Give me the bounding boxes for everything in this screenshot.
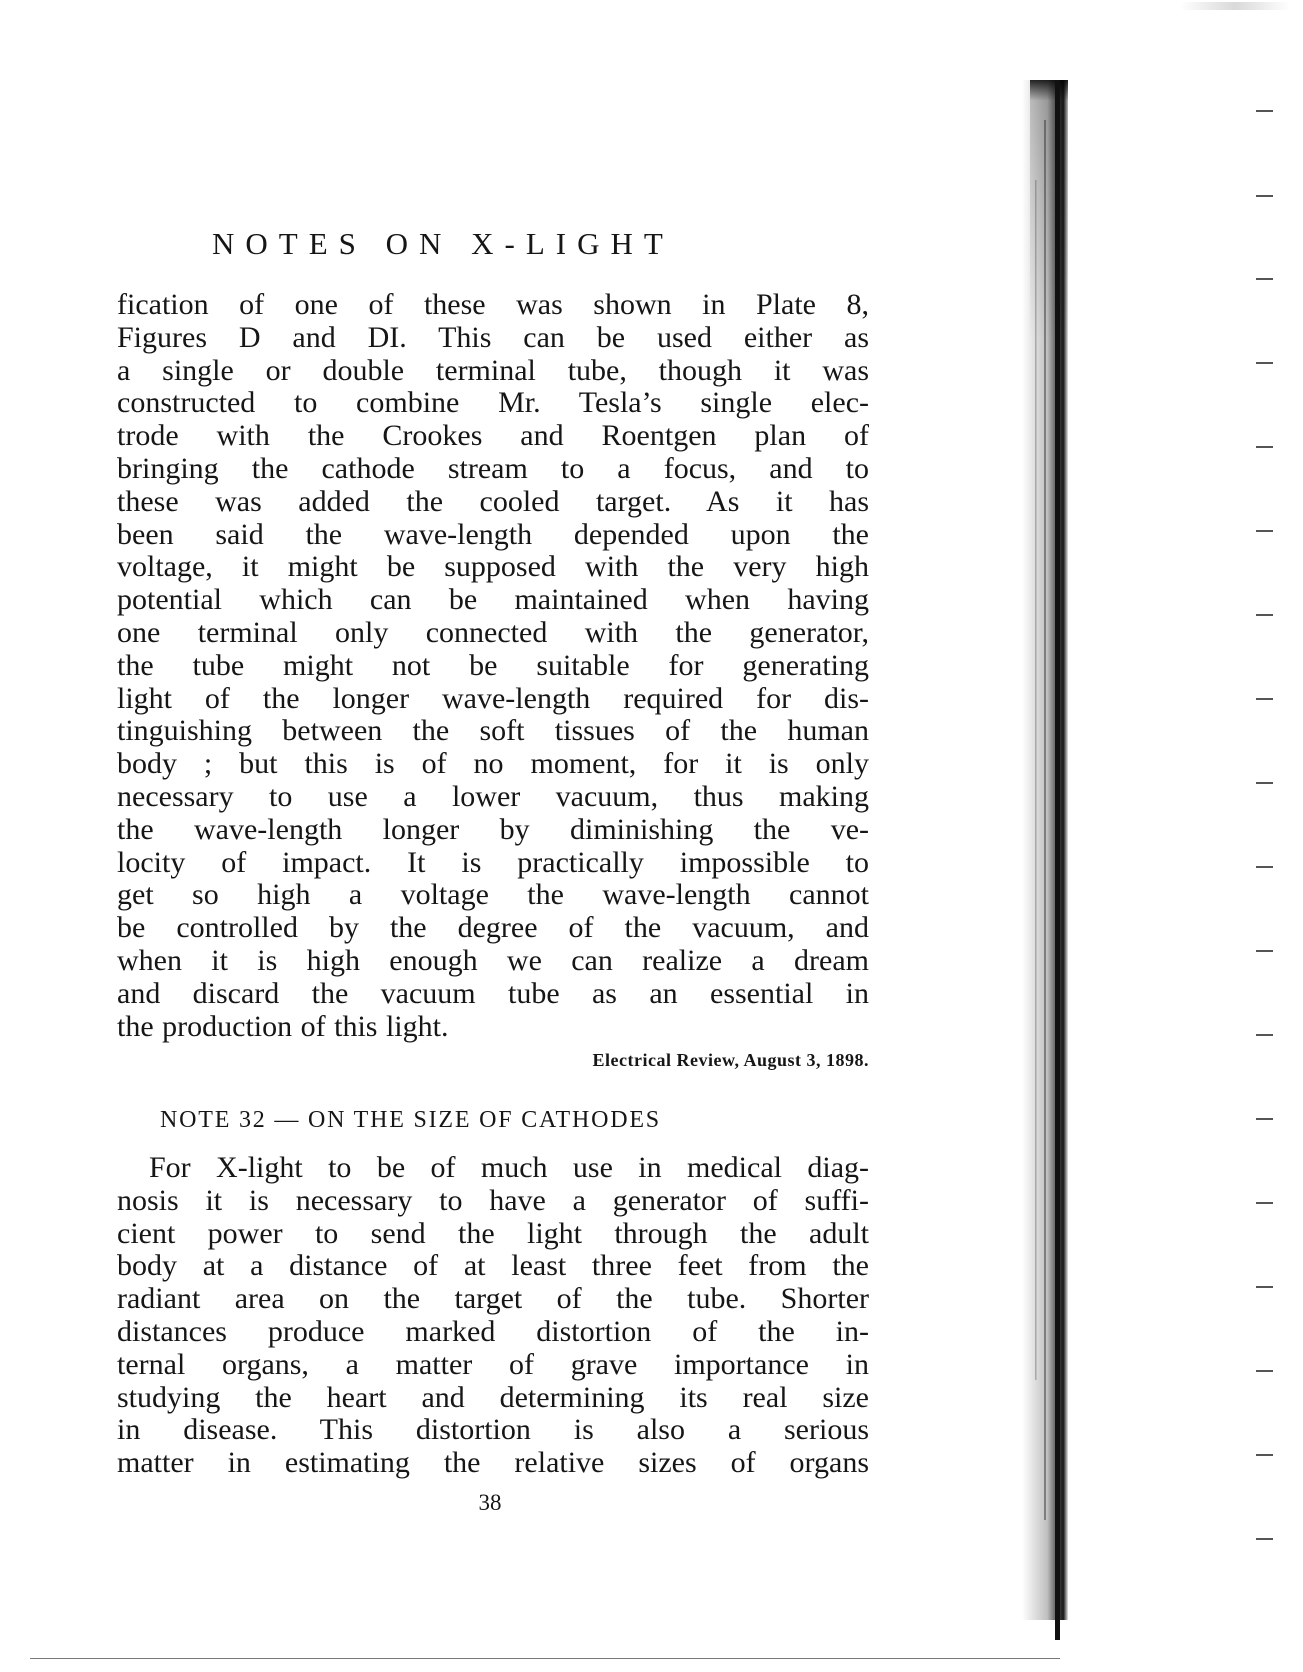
margin-tick	[1256, 1538, 1273, 1540]
note-heading: NOTE 32 — ON THE SIZE OF CATHODES	[160, 1107, 661, 1133]
text-line: trode with the Crookes and Roentgen plan of	[117, 419, 869, 453]
text-line: ternal organs, a matter of grave importance in	[117, 1347, 869, 1381]
text-line: distances produce marked distortion of the in-	[117, 1314, 869, 1348]
text-line: radiant area on the target of the tube. Shorter	[117, 1282, 869, 1316]
text-line: body at a distance of at least three feet from the	[117, 1249, 869, 1283]
margin-tick	[1256, 1118, 1273, 1120]
note-paragraph	[117, 1152, 869, 1480]
text-line: bringing the cathode stream to a focus, and to	[117, 451, 869, 485]
text-line: studying the heart and determining its real size	[117, 1380, 869, 1414]
text-line: potential which can be maintained when having	[117, 583, 869, 617]
margin-tick	[1256, 1034, 1273, 1036]
paragraph-continued	[117, 289, 869, 1043]
text-line: nosis it is necessary to have a generator of suffi-	[117, 1183, 869, 1217]
margin-tick	[1256, 866, 1273, 868]
text-line: a single or double terminal tube, though it was	[117, 353, 869, 387]
text-line: the wave-length longer by diminishing the ve-	[117, 812, 869, 846]
margin-tick	[1256, 950, 1273, 952]
margin-tick	[1256, 110, 1273, 112]
margin-tick	[1256, 530, 1273, 532]
margin-tick	[1256, 1202, 1273, 1204]
text-line: matter in estimating the relative sizes of organs	[117, 1446, 869, 1480]
margin-tick	[1256, 782, 1273, 784]
margin-tick	[1256, 1454, 1273, 1456]
text-line: cient power to send the light through the adult	[117, 1216, 869, 1250]
text-line: For X-light to be of much use in medical diag-	[149, 1151, 869, 1184]
running-head: NOTES ON X-LIGHT	[212, 226, 674, 261]
page-number: 38	[478, 1490, 502, 1515]
scan-bottom-edge	[30, 1658, 1060, 1659]
text-line: Figures D and DI. This can be used either as	[117, 320, 869, 354]
margin-tick	[1256, 195, 1273, 197]
text-line: and discard the vacuum tube as an essential in	[117, 976, 869, 1010]
text-line: necessary to use a lower vacuum, thus making	[117, 779, 869, 813]
scan-corner-smudge	[1180, 2, 1290, 10]
text-line: get so high a voltage the wave-length cannot	[117, 878, 869, 912]
source-citation: Electrical Review, August 3, 1898.	[592, 1050, 869, 1070]
text-line: these was added the cooled target. As it has	[117, 484, 869, 518]
text-line: been said the wave-length depended upon the	[117, 517, 869, 551]
book-binding-shadow	[1000, 80, 1070, 1660]
text-line: constructed to combine Mr. Tesla’s single elec-	[117, 386, 869, 420]
text-line: in disease. This distortion is also a serious	[117, 1413, 869, 1447]
margin-tick	[1256, 362, 1273, 364]
margin-tick	[1256, 698, 1273, 700]
text-line: body ; but this is of no moment, for it is only	[117, 747, 869, 781]
margin-tick	[1256, 278, 1273, 280]
text-line: voltage, it might be supposed with the very high	[117, 550, 869, 584]
text-line: the tube might not be suitable for generating	[117, 648, 869, 682]
text-line: locity of impact. It is practically impossible to	[117, 845, 869, 879]
margin-tick	[1256, 446, 1273, 448]
text-line: be controlled by the degree of the vacuum, and	[117, 911, 869, 945]
text-line: one terminal only connected with the generator,	[117, 615, 869, 649]
text-line: the production of this light.	[117, 1009, 449, 1043]
margin-tick	[1256, 1286, 1273, 1288]
margin-tick	[1256, 1370, 1273, 1372]
text-line: when it is high enough we can realize a dream	[117, 943, 869, 977]
margin-tick	[1256, 614, 1273, 616]
text-line: tinguishing between the soft tissues of the human	[117, 714, 869, 748]
text-line: fication of one of these was shown in Plate 8,	[117, 288, 869, 321]
text-line: light of the longer wave-length required for dis-	[117, 681, 869, 715]
